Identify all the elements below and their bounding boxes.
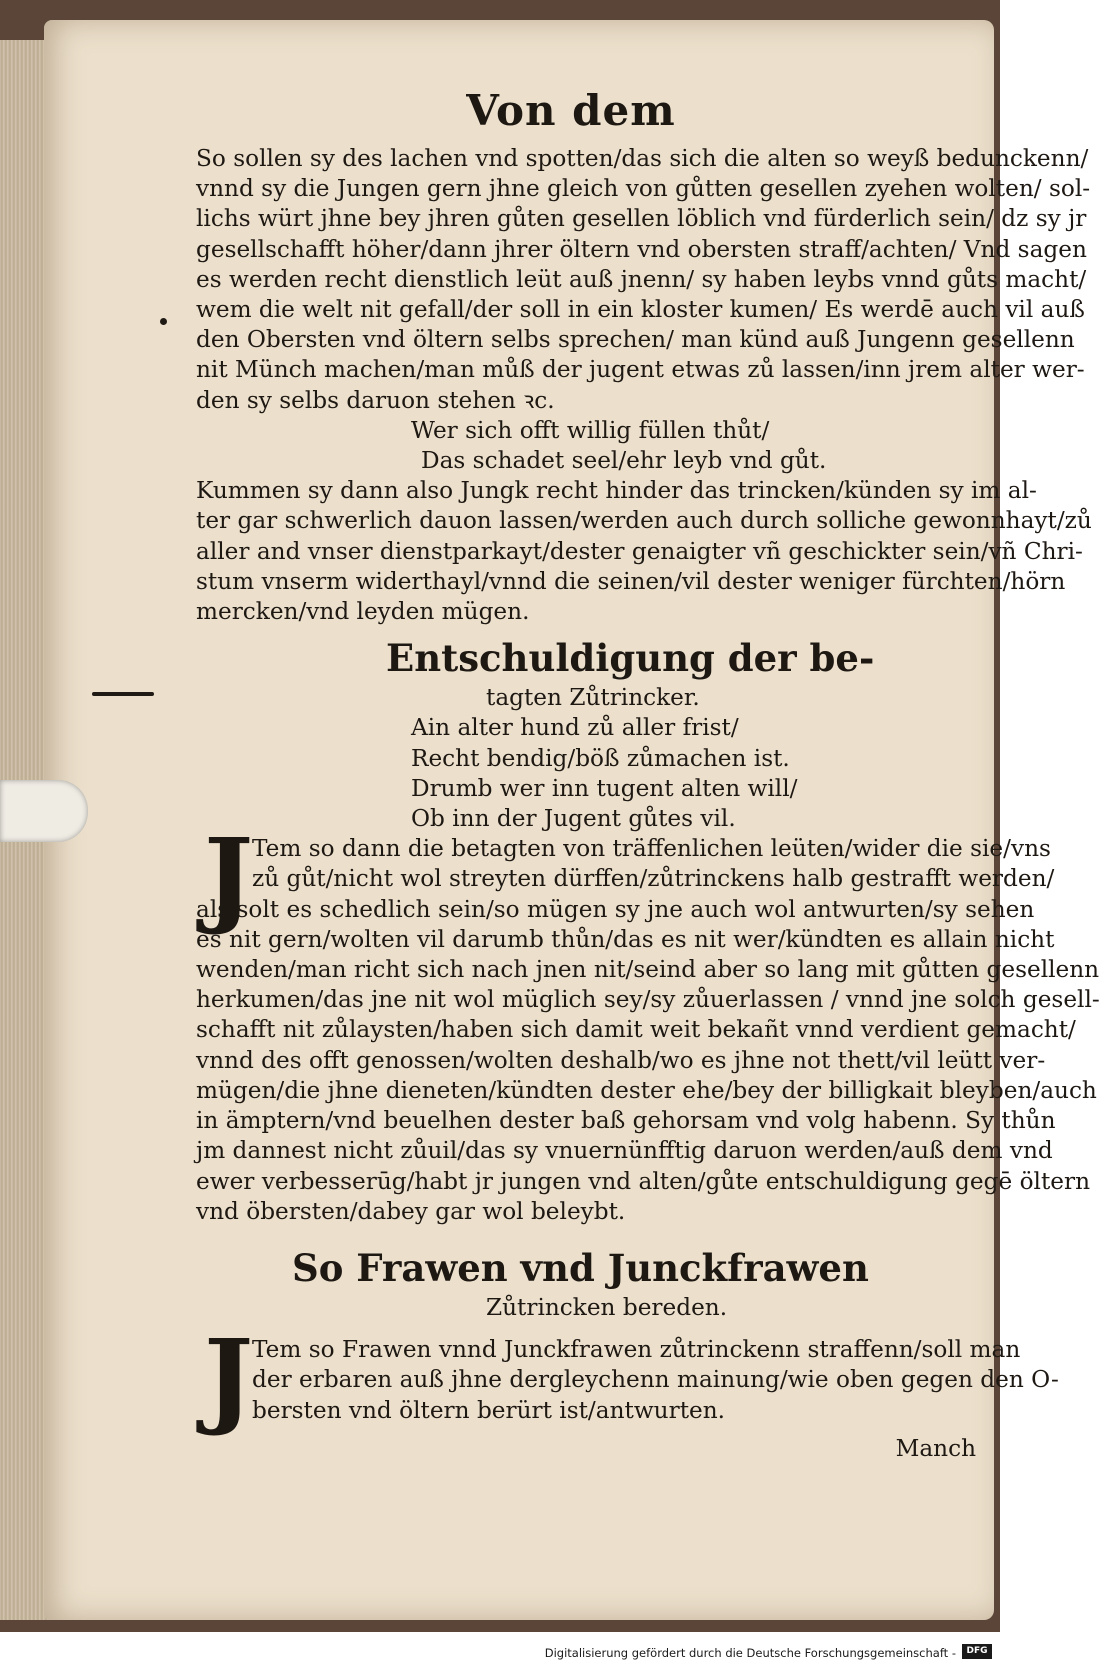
- text-line: mercken/vnd leyden mügen.: [196, 598, 530, 626]
- text-line: gesellschafft höher/dann jhrer öltern vnd obersten straff/achten/ Vnd sagen: [196, 235, 1087, 263]
- text-line: nit Münch machen/man můß der jugent etwas zů lassen/inn jrem alter wer-: [196, 356, 1085, 384]
- text-line: ter gar schwerlich dauon lassen/werden auch durch solliche gewonnhayt/zů: [196, 507, 1092, 535]
- footer-bar: [0, 1632, 1000, 1670]
- text-line: zů gůt/nicht wol streyten dürffen/zůtrinckens halb gestrafft werden/: [252, 865, 1055, 893]
- dfg-logo: DFG: [962, 1644, 992, 1659]
- text-line: Tem so Frawen vnnd Junckfrawen zůtrinckenn straffenn/soll man: [252, 1336, 1021, 1364]
- margin-ink-dot: [160, 318, 167, 325]
- text-line: stum vnserm widerthayl/vnnd die seinen/vil dester weniger fürchten/hörn: [196, 567, 1066, 595]
- drop-cap: J: [204, 815, 254, 939]
- text-line: der erbaren auß jhne dergleychenn mainung/wie oben gegen den O-: [252, 1366, 1059, 1394]
- paragraph-1: [196, 144, 1091, 416]
- text-line: den Obersten vnd öltern selbs sprechen/ man künd auß Jungenn gesellenn: [196, 326, 1075, 354]
- text-line: den sy selbs daruon stehen ꝛc.: [196, 386, 555, 414]
- text-line: als solt es schedlich sein/so mügen sy jne auch wol antwurten/sy sehen: [196, 895, 1035, 923]
- text-line: jm dannest nicht zůuil/das sy vnuernünfftig daruon werden/auß dem vnd: [196, 1137, 1053, 1165]
- verse-line: Ob inn der Jugent gůtes vil.: [411, 805, 736, 833]
- page-clip-marker: [0, 780, 88, 842]
- page-text: [196, 80, 1100, 1464]
- paragraph-4: [196, 1316, 1059, 1440]
- verse-2: [196, 713, 986, 834]
- text-line: schafft nit zůlaysten/haben sich damit weit bekañt vnnd verdient gemacht/: [196, 1016, 1076, 1044]
- funding-credit: Digitalisierung gefördert durch die Deutsche Forschungsgemeinschaft -: [544, 1646, 956, 1660]
- text-line: vnnd des offt genossen/wolten deshalb/wo es jhne not thett/vil leütt ver-: [196, 1046, 1046, 1074]
- paragraph-2: [196, 476, 1092, 627]
- section-heading-2: So Frawen vnd Junckfrawen: [292, 1245, 869, 1290]
- verse-line: Wer sich offt willig füllen thůt/: [411, 416, 770, 444]
- text-line: vnd öbersten/dabey gar wol beleybt.: [196, 1197, 626, 1225]
- text-line: herkumen/das jne nit wol müglich sey/sy zůuerlassen / vnnd jne solch gesell-: [196, 986, 1100, 1014]
- text-line: aller and vnser dienstparkayt/dester genaigter vñ geschickter sein/vñ Chri-: [196, 537, 1083, 565]
- text-line: in ämptern/vnd beuelhen dester baß gehorsam vnd volg habenn. Sy thůn: [196, 1107, 1056, 1135]
- text-line: bersten vnd öltern berürt ist/antwurten.: [252, 1396, 726, 1424]
- text-line: vnnd sy die Jungen gern jhne gleich von gůtten gesellen zyehen wolten/ sol-: [196, 175, 1091, 203]
- verse-line: Das schadet seel/ehr leyb vnd gůt.: [421, 447, 827, 475]
- section-heading-1-sub: tagten Zůtrincker.: [486, 684, 700, 712]
- margin-ink-mark: [92, 692, 154, 696]
- section-heading-1: Entschuldigung der be-: [386, 636, 875, 681]
- text-line: So sollen sy des lachen vnd spotten/das sich die alten so weyß bedunckenn/: [196, 145, 1089, 172]
- section-heading-2-sub: Zůtrincken bereden.: [486, 1293, 728, 1321]
- text-line: wenden/man richt sich nach jnen nit/seind aber so lang mit gůtten gesellenn: [196, 956, 1100, 984]
- verse-line: Ain alter hund zů aller frist/: [411, 714, 739, 742]
- text-line: wem die welt nit gefall/der soll in ein kloster kumen/ Es werdē auch vil auß: [196, 296, 1085, 324]
- text-line: lichs würt jhne bey jhren gůten gesellen löblich vnd fürderlich sein/ dz sy jr: [196, 205, 1087, 233]
- text-line: es nit gern/wolten vil darumb thůn/das es nit wer/kündten es allain nicht: [196, 925, 1055, 953]
- drop-cap: J: [204, 1316, 254, 1440]
- text-line: Tem so dann die betagten von träffenlichen leüten/wider die sie/vns: [252, 835, 1051, 863]
- verse-line: Drumb wer inn tugent alten will/: [411, 774, 798, 802]
- text-line: ewer verbesserūg/habt jr jungen vnd alten/gůte entschuldigung gegē öltern: [196, 1167, 1090, 1195]
- text-line: mügen/die jhne dieneten/kündten dester ehe/bey der billigkait bleyben/auch: [196, 1076, 1097, 1104]
- text-line: Kummen sy dann also Jungk recht hinder das trincken/künden sy im al-: [196, 477, 1037, 505]
- running-head: Von dem: [466, 86, 676, 135]
- catchword: Manch: [895, 1434, 976, 1462]
- text-line: es werden recht dienstlich leüt auß jnenn/ sy haben leybs vnnd gůts macht/: [196, 265, 1087, 293]
- verse-line: Recht bendig/böß zůmachen ist.: [411, 744, 790, 772]
- verse-1: [196, 416, 986, 476]
